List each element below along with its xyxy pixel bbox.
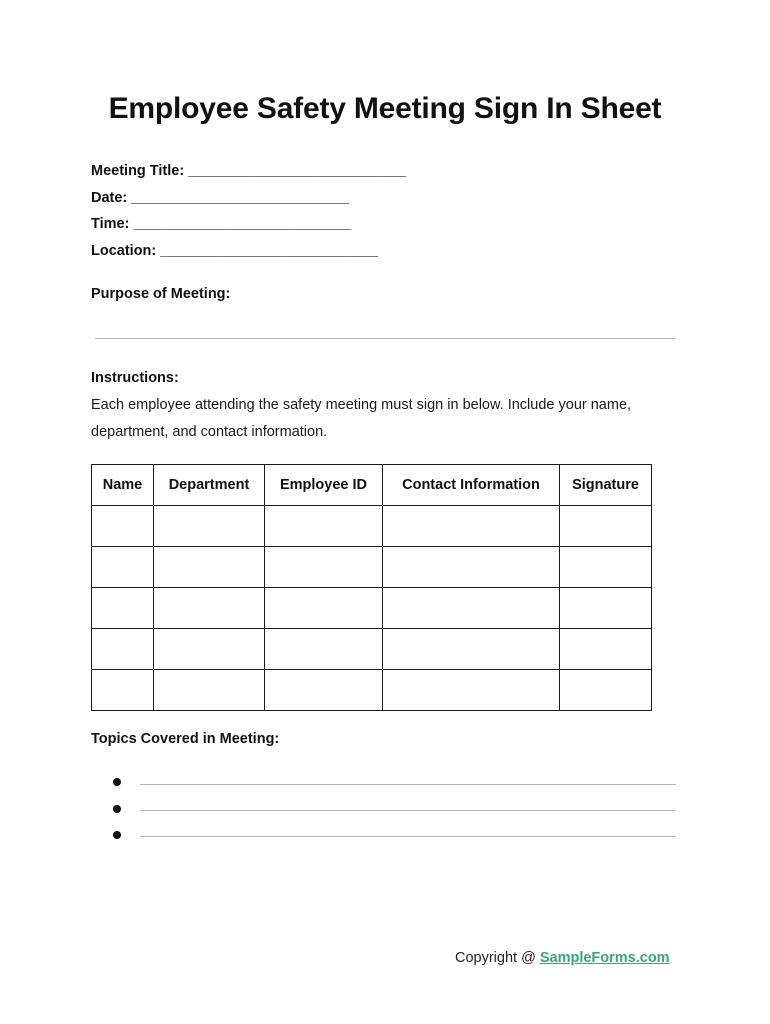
table-row — [92, 547, 652, 588]
instructions-label: Instructions: — [91, 370, 179, 386]
column-header-signature: Signature — [560, 465, 652, 506]
contact-information-cell[interactable] — [383, 547, 560, 588]
bullet-icon — [113, 778, 121, 786]
table-row — [92, 670, 652, 711]
date-field[interactable]: Date: ___________________________ — [91, 190, 350, 206]
signature-cell[interactable] — [560, 588, 652, 629]
column-header-department: Department — [154, 465, 265, 506]
name-cell[interactable] — [92, 547, 154, 588]
purpose-label: Purpose of Meeting: — [91, 286, 231, 302]
contact-information-cell[interactable] — [383, 670, 560, 711]
department-cell[interactable] — [154, 670, 265, 711]
sign-in-table — [91, 464, 652, 711]
signature-cell[interactable] — [560, 629, 652, 670]
contact-information-cell[interactable] — [383, 629, 560, 670]
department-cell[interactable] — [154, 629, 265, 670]
department-cell[interactable] — [154, 588, 265, 629]
table-header-row — [92, 465, 652, 506]
topic-line[interactable] — [140, 784, 676, 785]
copyright-footer — [455, 950, 670, 966]
name-cell[interactable] — [92, 588, 154, 629]
bullet-icon — [113, 831, 121, 839]
name-cell[interactable] — [92, 629, 154, 670]
topic-line[interactable] — [140, 810, 676, 811]
column-header-contact-information: Contact Information — [383, 465, 560, 506]
employee-id-cell[interactable] — [265, 588, 383, 629]
topics-label: Topics Covered in Meeting: — [91, 731, 280, 747]
purpose-line[interactable] — [95, 338, 676, 339]
instructions-text: Each employee attending the safety meeting must sign in below. Include your name, department, and contact information. — [91, 397, 632, 440]
page-title: Employee Safety Meeting Sign In Sheet — [108, 92, 662, 125]
time-field[interactable]: Time: ___________________________ — [91, 216, 352, 232]
signature-cell[interactable] — [560, 506, 652, 547]
location-field[interactable]: Location: ___________________________ — [91, 243, 379, 259]
contact-information-cell[interactable] — [383, 506, 560, 547]
employee-id-cell[interactable] — [265, 670, 383, 711]
sampleforms-link[interactable]: SampleForms.com — [539, 950, 670, 966]
table-row — [92, 588, 652, 629]
name-cell[interactable] — [92, 506, 154, 547]
department-cell[interactable] — [154, 547, 265, 588]
table-row — [92, 629, 652, 670]
column-header-employee-id: Employee ID — [265, 465, 383, 506]
department-cell[interactable] — [154, 506, 265, 547]
signature-cell[interactable] — [560, 670, 652, 711]
copyright-text: Copyright @ — [455, 950, 540, 966]
table-row — [92, 506, 652, 547]
meeting-title-field[interactable]: Meeting Title: ___________________________ — [91, 163, 406, 179]
employee-id-cell[interactable] — [265, 506, 383, 547]
employee-id-cell[interactable] — [265, 629, 383, 670]
column-header-name: Name — [92, 465, 154, 506]
signature-cell[interactable] — [560, 547, 652, 588]
topic-line[interactable] — [140, 836, 676, 837]
bullet-icon — [113, 805, 121, 813]
employee-id-cell[interactable] — [265, 547, 383, 588]
contact-information-cell[interactable] — [383, 588, 560, 629]
name-cell[interactable] — [92, 670, 154, 711]
